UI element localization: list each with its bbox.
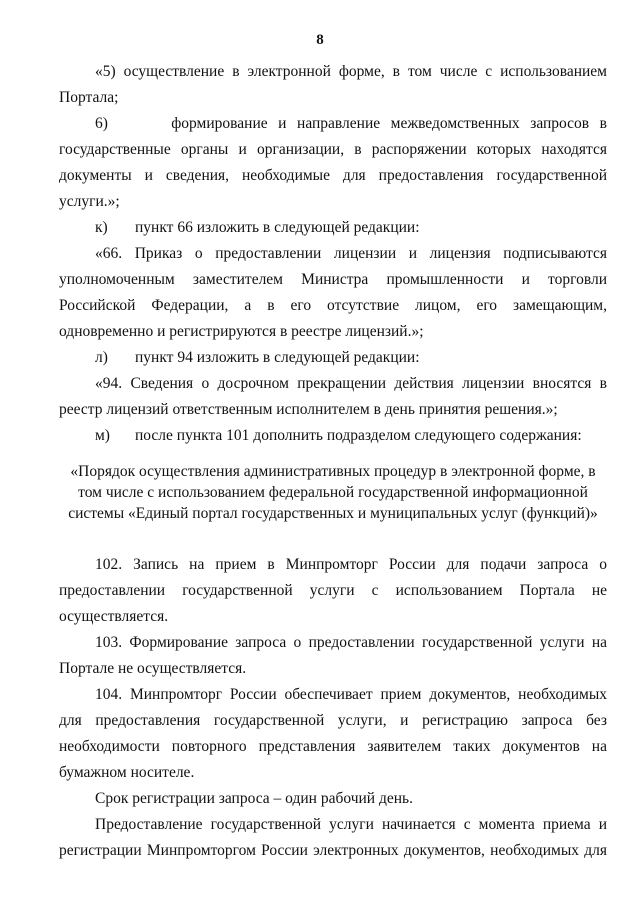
page-number: 8	[316, 32, 324, 48]
paragraph-94: «94. Сведения о досрочном прекращении действия лицензии вносятся в реестр лицензий ответственным исполнителем в день принятия решения.»;	[59, 375, 607, 418]
paragraph-item-5: «5) осуществление в электронной форме, в том числе с использованием Портала;	[59, 63, 607, 106]
list-text-l: пункт 94 изложить в следующей редакции:	[135, 349, 420, 366]
subsection-heading: «Порядок осуществления административных процедур в электронной форме, в том числе с использованием федеральной государственной информационной системы «Единый портал государственных и муниципальных услуг (функций)»	[68, 463, 598, 522]
paragraph-registration-term: Срок регистрации запроса – один рабочий день.	[95, 790, 413, 807]
paragraph-service-start: Предоставление государственной услуги начинается с момента приема и регистрации Минпромторгом России электронных документов, необходимых для	[59, 816, 607, 859]
list-item-k	[59, 215, 607, 241]
list-item-l	[59, 345, 607, 371]
list-text-k: пункт 66 изложить в следующей редакции:	[135, 219, 420, 236]
paragraph-66: «66. Приказ о предоставлении лицензии и лицензия подписываются уполномоченным заместителем Министра промышленности и торговли Российской Федерации, а в его отсутствие лицом, его замещающим, одновременно и регистрируются в реестре лицензий.»;	[59, 245, 607, 340]
list-marker-m: м)	[95, 427, 110, 444]
paragraph-104: 104. Минпромторг России обеспечивает прием документов, необходимых для предоставления государственной услуги, и регистрацию запроса без необходимости повторного представления заявителем таких документов на бумажном носителе.	[59, 686, 607, 781]
paragraph-102: 102. Запись на прием в Минпромторг России для подачи запроса о предоставлении государственной услуги с использованием Портала не осуществляется.	[59, 556, 607, 625]
list-marker-k: к)	[95, 219, 108, 236]
paragraph-103: 103. Формирование запроса о предоставлении государственной услуги на Портале не осуществляется.	[59, 634, 607, 677]
paragraph-item-6: 6) формирование и направление межведомственных запросов в государственные органы и организации, в распоряжении которых находятся документы и сведения, необходимые для предоставления государственной услуги.»;	[59, 115, 607, 210]
list-marker-l: л)	[95, 349, 108, 366]
list-text-m: после пункта 101 дополнить подразделом следующего содержания:	[135, 427, 582, 444]
spacer	[59, 524, 607, 552]
list-item-m	[59, 423, 607, 449]
document-body	[59, 59, 607, 864]
